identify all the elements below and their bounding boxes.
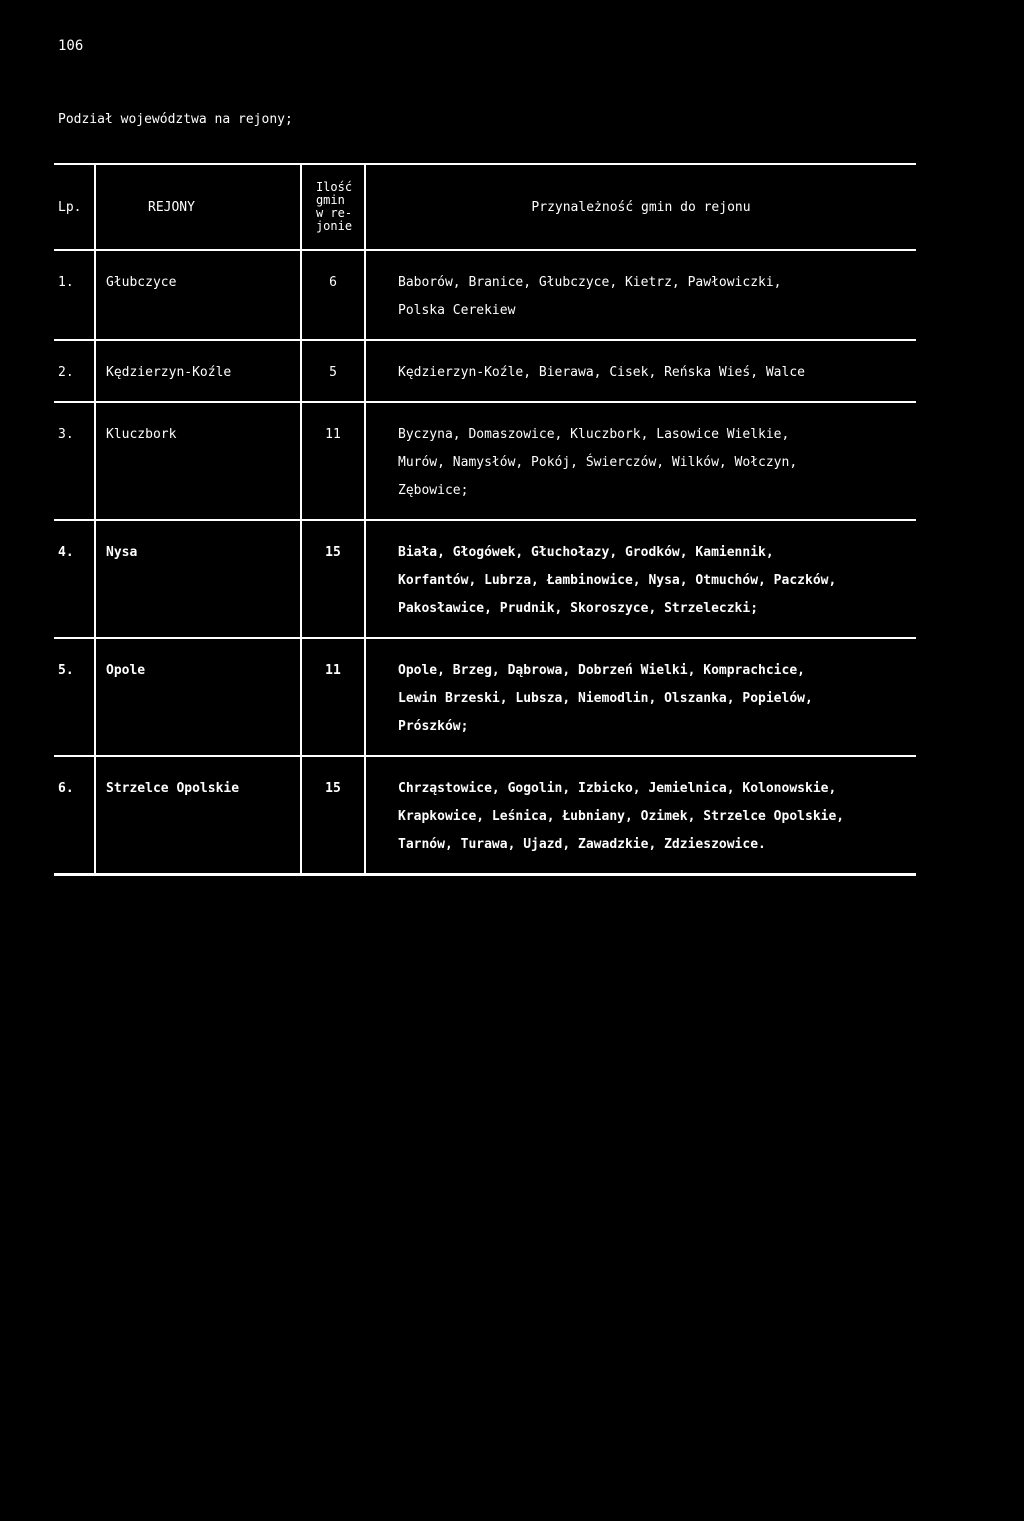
- gminy-line: Murów, Namysłów, Pokój, Świerczów, Wilków, Wołczyn,: [398, 455, 798, 470]
- header-region: REJONY: [94, 165, 300, 249]
- header-lp: Lp.: [58, 199, 82, 215]
- gminy-line: Zębowice;: [398, 483, 469, 498]
- table-row: [54, 755, 916, 873]
- row-gminy: [364, 639, 916, 755]
- row-region: Kędzierzyn-Koźle: [94, 341, 300, 401]
- gminy-line: Pakosławice, Prudnik, Skoroszyce, Strzeleczki;: [398, 601, 759, 616]
- regions-table: [54, 163, 916, 876]
- row-region: Strzelce Opolskie: [94, 757, 300, 873]
- page-heading: Podział województwa na rejony;: [58, 112, 293, 127]
- gminy-line: Byczyna, Domaszowice, Kluczbork, Lasowice Wielkie,: [398, 427, 790, 442]
- row-count: 11: [300, 403, 364, 519]
- row-count: 15: [300, 521, 364, 637]
- row-lp: 3.: [58, 427, 74, 442]
- row-gminy: [364, 251, 916, 339]
- table-row: [54, 249, 916, 339]
- row-region: Głubczyce: [94, 251, 300, 339]
- row-gminy: [364, 403, 916, 519]
- row-region: Kluczbork: [94, 403, 300, 519]
- header-count-line: w re-: [315, 206, 353, 220]
- page-number: 106: [58, 38, 84, 54]
- row-count: 6: [300, 251, 364, 339]
- gminy-line: Polska Cerekiew: [398, 303, 516, 318]
- header-gminy: Przynależność gmin do rejonu: [364, 165, 916, 249]
- row-lp: 6.: [58, 781, 74, 796]
- row-lp: 4.: [58, 545, 74, 560]
- row-gminy: [364, 341, 916, 401]
- row-gminy: [364, 757, 916, 873]
- row-lp: 2.: [58, 365, 74, 380]
- gminy-line: Baborów, Branice, Głubczyce, Kietrz, Pawłowiczki,: [398, 275, 782, 290]
- row-region: Nysa: [94, 521, 300, 637]
- gminy-line: Lewin Brzeski, Lubsza, Niemodlin, Olszanka, Popielów,: [398, 691, 813, 706]
- gminy-line: Opole, Brzeg, Dąbrowa, Dobrzeń Wielki, Komprachcice,: [398, 663, 805, 678]
- row-lp: 1.: [58, 275, 74, 290]
- row-count: 11: [300, 639, 364, 755]
- header-count-text: [314, 181, 352, 233]
- row-gminy: [364, 521, 916, 637]
- table-row: [54, 401, 916, 519]
- table-row: [54, 637, 916, 755]
- table-header-row: [54, 165, 916, 249]
- header-count-line: jonie: [315, 219, 353, 233]
- gminy-line: Biała, Głogówek, Głuchołazy, Grodków, Kamiennik,: [398, 545, 774, 560]
- row-count: 15: [300, 757, 364, 873]
- row-region: Opole: [94, 639, 300, 755]
- row-lp: 5.: [58, 663, 74, 678]
- table-row: [54, 519, 916, 637]
- header-count-line: gmin: [315, 193, 345, 207]
- header-count: [300, 165, 364, 249]
- gminy-line: Prószków;: [398, 719, 469, 734]
- row-count: 5: [300, 341, 364, 401]
- gminy-line: Kędzierzyn-Koźle, Bierawa, Cisek, Reńska Wieś, Walce: [398, 365, 805, 380]
- table-row: [54, 339, 916, 401]
- gminy-line: Chrząstowice, Gogolin, Izbicko, Jemielnica, Kolonowskie,: [398, 781, 837, 796]
- gminy-line: Krapkowice, Leśnica, Łubniany, Ozimek, Strzelce Opolskie,: [398, 809, 845, 824]
- gminy-line: Tarnów, Turawa, Ujazd, Zawadzkie, Zdzieszowice.: [398, 837, 766, 852]
- gminy-line: Korfantów, Lubrza, Łambinowice, Nysa, Otmuchów, Paczków,: [398, 573, 837, 588]
- header-count-line: Ilość: [315, 180, 353, 194]
